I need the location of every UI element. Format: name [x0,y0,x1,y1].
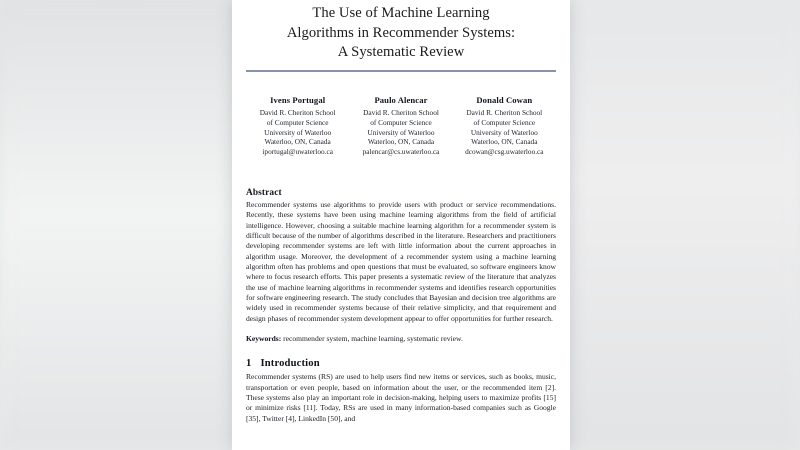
keywords-line [246,334,556,344]
author-affiliation-line: of Computer Science [473,118,536,128]
author-affiliation-line: David R. Cheriton School [466,108,543,118]
author-1 [246,96,349,157]
author-affiliation-line: University of Waterloo [470,127,538,137]
author-affiliation-line: of Computer Science [266,118,329,128]
author-name: Paulo Alencar [374,94,428,105]
author-affiliation-line: Waterloo, ON, Canada [264,137,331,147]
background-left-margin [0,0,236,450]
author-affiliation-line: University of Waterloo [264,127,332,137]
title-line-3: A Systematic Review [337,44,465,60]
keywords-label: Keywords: [246,333,282,343]
author-3 [453,96,556,157]
section-number: 1 [246,358,252,370]
background-right-margin [566,0,800,450]
page-title [246,0,556,63]
author-affiliation-line: Waterloo, ON, Canada [471,137,538,147]
title-divider [246,70,556,72]
author-email[interactable]: palencar@cs.uwaterloo.ca [362,147,440,157]
title-line-1: The Use of Machine Learning [312,5,490,21]
introduction-body: Recommender systems (RS) are used to help users find new items or services, such as books, music, transportation or even people, based on information about the user, or the recommended item [2]. These systems also play an important role in decision-making, helping users to maximize profits [15] or minimize risks [11]. Today, RSs are used in many information-based companies such as Google [35], Twitter [4], LinkedIn [50], and [246,372,556,423]
abstract-body: Recommender systems use algorithms to provide users with product or service recommendations. Recently, these systems have been using machine learning algorithms from the field of artificial intelligence. However, choosing a suitable machine learning algorithm for a recommender system is difficult because of the number of algorithms described in the literature. Researchers and practitioners developing recommender systems are left with little information about the current approaches in algorithm usage. Moreover, the development of a recommender system using a machine learning algorithm often has problems and open questions that must be evaluated, so software engineers know where to focus research efforts. This paper presents a systematic review of the literature that analyzes the use of machine learning algorithms in recommender systems and identifies research opportunities for software engineering research. The study concludes that Bayesian and decision tree algorithms are widely used in recommender systems because of their relative simplicity, and that requirement and design phases of recommender system development appear to offer opportunities for further research. [246,199,556,323]
author-affiliation-line: Waterloo, ON, Canada [367,137,435,147]
author-name: Ivens Portugal [270,94,326,105]
keywords-value: recommender system, machine learning, systematic review. [281,333,463,343]
author-block [246,96,556,157]
section-title: Introduction [260,358,320,370]
author-email[interactable]: dcowan@csg.uwaterloo.ca [465,147,544,157]
section-heading-introduction [246,358,556,369]
author-affiliation-line: University of Waterloo [367,127,435,137]
author-affiliation-line: David R. Cheriton School [259,108,336,118]
title-line-2: Algorithms in Recommender Systems: [286,24,516,41]
author-affiliation-line: of Computer Science [370,118,432,128]
author-email[interactable]: iportugal@uwaterloo.ca [262,147,333,157]
paper-page [232,0,570,450]
author-affiliation-line: David R. Cheriton School [363,108,439,118]
author-2 [349,96,452,157]
author-name: Donald Cowan [476,94,533,105]
abstract-heading: Abstract [246,187,282,198]
